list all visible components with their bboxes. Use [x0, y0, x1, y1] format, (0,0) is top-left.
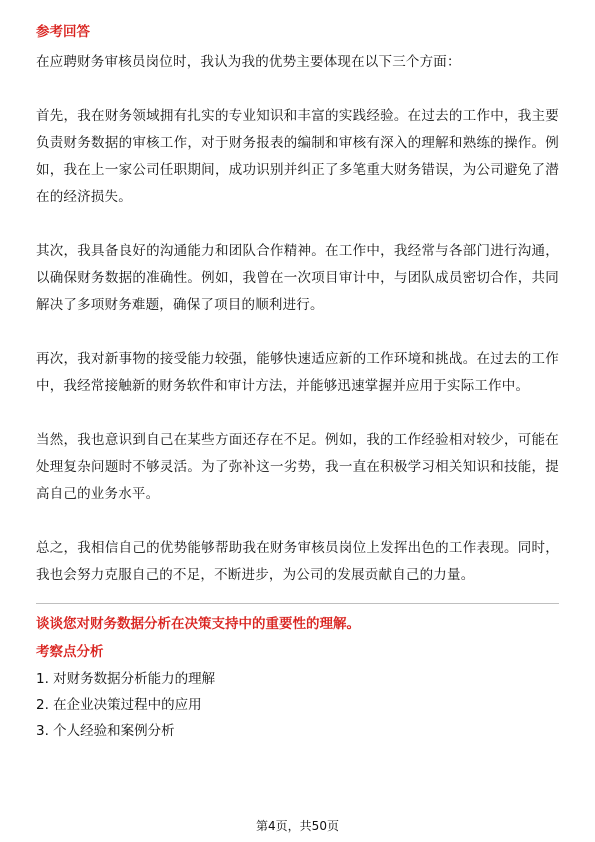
- paragraph-conclusion: 总之，我相信自己的优势能够帮助我在财务审核员岗位上发挥出色的工作表现。同时，我也会努力克服自己的不足，不断进步，为公司的发展贡献自己的力量。: [36, 540, 559, 583]
- paragraph-second: 其次，我具备良好的沟通能力和团队合作精神。在工作中，我经常与各部门进行沟通，以确保财务数据的准确性。例如，我曾在一次项目审计中，与团队成员密切合作，共同解决了多项财务难题，确保了项目的顺利进行。: [36, 243, 559, 313]
- list-item: 3. 个人经验和案例分析: [36, 723, 175, 739]
- document-page: [36, 22, 559, 744]
- paragraph-third: 再次，我对新事物的接受能力较强，能够快速适应新的工作环境和挑战。在过去的工作中，我经常接触新的财务软件和审计方法，并能够迅速掌握并应用于实际工作中。: [36, 351, 559, 394]
- page-number-footer: 第4页，共50页: [256, 819, 339, 833]
- next-question: 谈谈您对财务数据分析在决策支持中的重要性的理解。: [36, 616, 360, 632]
- paragraph-first: 首先，我在财务领域拥有扎实的专业知识和丰富的实践经验。在过去的工作中，我主要负责财务数据的审核工作，对于财务报表的编制和审核有深入的理解和熟练的操作。例如，我在上一家公司任职期间，成功识别并纠正了多笔重大财务错误，为公司避免了潜在的经济损失。: [36, 108, 559, 205]
- answer-heading: 参考回答: [36, 24, 90, 40]
- section-divider: [36, 603, 559, 604]
- paragraph-weakness: 当然，我也意识到自己在某些方面还存在不足。例如，我的工作经验相对较少，可能在处理复杂问题时不够灵活。为了弥补这一劣势，我一直在积极学习相关知识和技能，提高自己的业务水平。: [36, 432, 559, 502]
- analysis-heading: 考察点分析: [36, 644, 104, 660]
- intro-paragraph: 在应聘财务审核员岗位时，我认为我的优势主要体现在以下三个方面：: [36, 54, 461, 70]
- analysis-points-list: [36, 666, 559, 744]
- list-item: 2. 在企业决策过程中的应用: [36, 697, 202, 713]
- list-item: 1. 对财务数据分析能力的理解: [36, 671, 216, 687]
